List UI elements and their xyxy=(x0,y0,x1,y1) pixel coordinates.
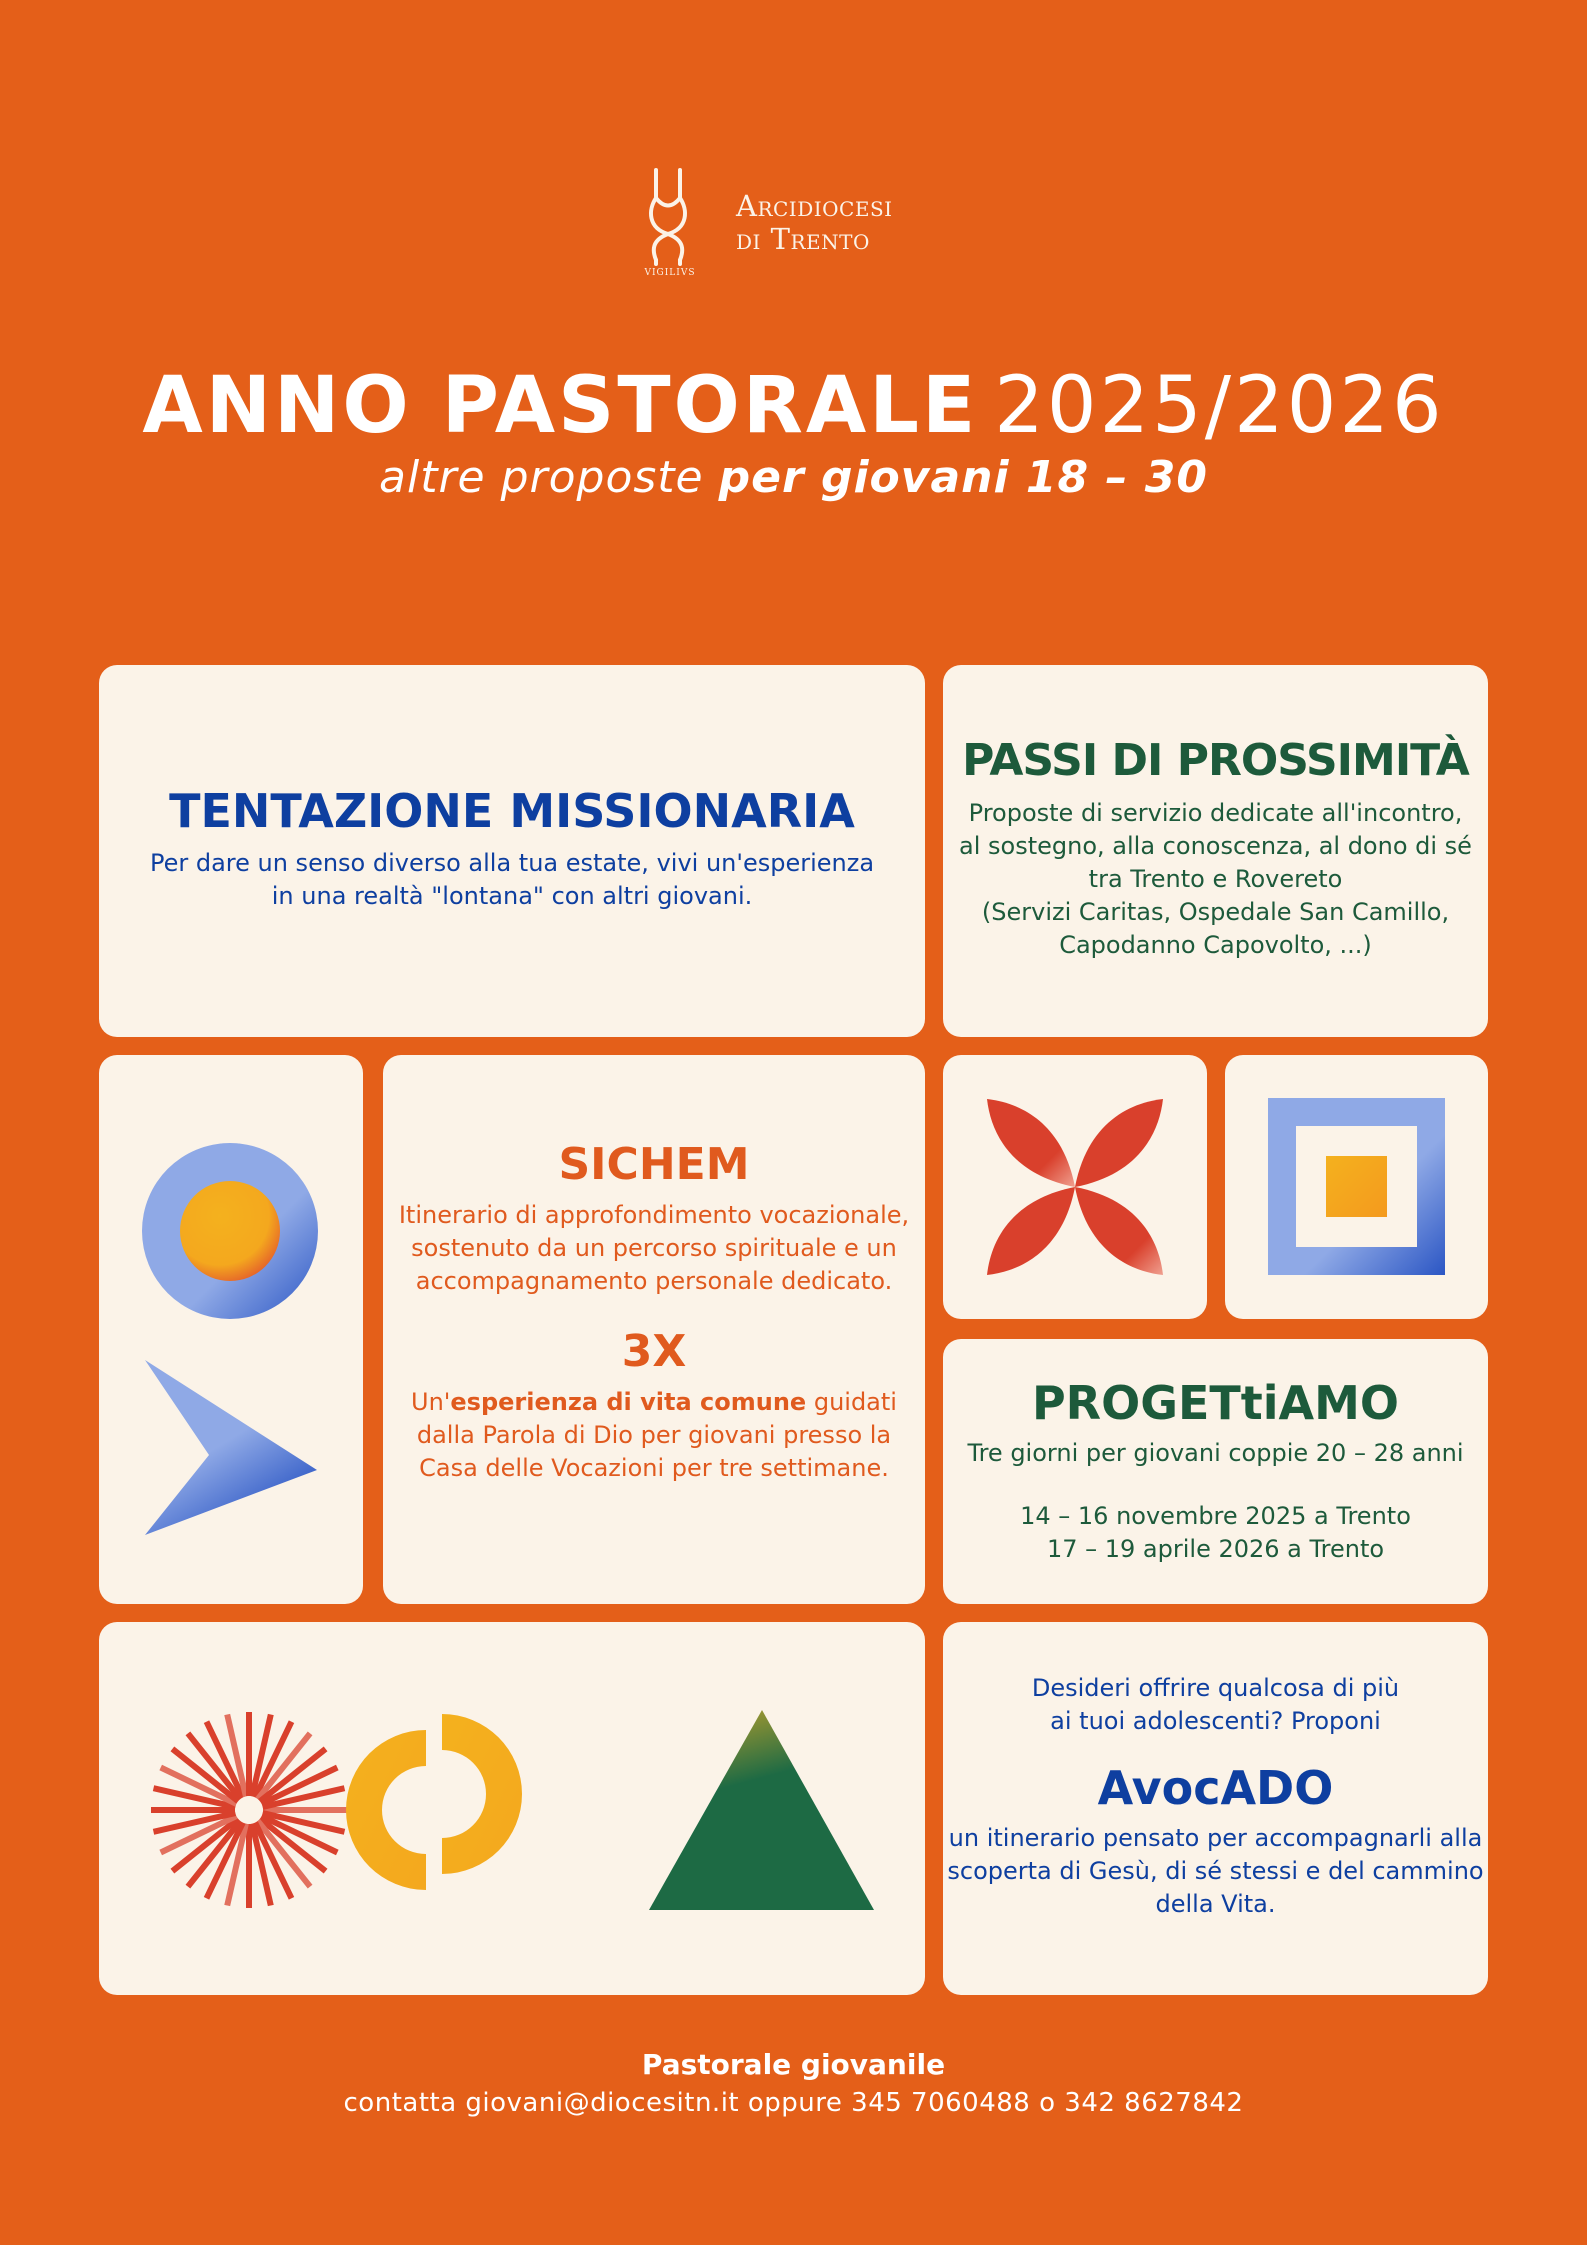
card-decorative-squares xyxy=(1225,1055,1488,1319)
diocese-name xyxy=(736,190,893,256)
card-decorative-shapes-left xyxy=(99,1055,363,1604)
3x-text-pre: Un' xyxy=(411,1388,451,1416)
sichem-line: sostenuto da un percorso spirituale e un xyxy=(411,1234,897,1262)
title-year: 2025/2026 xyxy=(994,361,1445,451)
subtitle-regular: altre proposte xyxy=(379,452,704,503)
logo-line1: Arcidiocesi xyxy=(736,189,893,223)
logo-line2: di Trento xyxy=(736,222,870,256)
card-decorative-shapes-bottom xyxy=(99,1622,925,1995)
decorative-shapes xyxy=(99,1055,363,1604)
decorative-shapes xyxy=(99,1622,925,1995)
progettiamo-date2: 17 – 19 aprile 2026 a Trento xyxy=(1046,1535,1385,1563)
split-circle-icon xyxy=(346,1714,522,1890)
passi-line: Capodanno Capovolto, ...) xyxy=(1059,931,1372,959)
3x-text-post: guidati xyxy=(806,1388,897,1416)
tentazione-text-line2: in una realtà "lontana" con altri giovani. xyxy=(271,882,753,910)
card-tentazione-missionaria xyxy=(99,665,925,1037)
card-decorative-flower xyxy=(943,1055,1207,1319)
progettiamo-title: PROGETtiAMO xyxy=(1031,1376,1400,1430)
avocado-title: AvocADO xyxy=(1097,1761,1334,1815)
3x-text-bold: esperienza di vita comune xyxy=(450,1388,807,1416)
avocado-intro1: Desideri offrire qualcosa di più xyxy=(1031,1674,1400,1702)
avocado-intro2: ai tuoi adolescenti? Proponi xyxy=(1050,1707,1381,1735)
3x-line: dalla Parola di Dio per giovani presso la xyxy=(416,1421,892,1449)
passi-title: PASSI DI PROSSIMITÀ xyxy=(962,735,1469,786)
triangle-icon xyxy=(649,1710,874,1910)
flower-petals-icon xyxy=(943,1055,1207,1319)
page-subtitle xyxy=(0,450,1587,506)
avocado-line: della Vita. xyxy=(1155,1890,1276,1918)
card-avocado xyxy=(943,1622,1488,1995)
concentric-squares-icon xyxy=(1225,1055,1488,1319)
sichem-line: Itinerario di approfondimento vocazionale, xyxy=(398,1201,910,1229)
card-passi-di-prossimita xyxy=(943,665,1488,1037)
avocado-line: un itinerario pensato per accompagnarli alla xyxy=(948,1824,1483,1852)
logo-motto: VIGILIVS xyxy=(644,268,696,278)
sichem-line: accompagnamento personale dedicato. xyxy=(415,1267,893,1295)
passi-line: Proposte di servizio dedicate all'incontro, xyxy=(968,799,1463,827)
flag-triangle-icon xyxy=(145,1360,317,1535)
passi-line: tra Trento e Rovereto xyxy=(1088,865,1343,893)
footer-title: Pastorale giovanile xyxy=(641,2048,946,2081)
subtitle-bold: per giovani 18 – 30 xyxy=(718,452,1208,503)
passi-line: (Servizi Caritas, Ospedale San Camillo, xyxy=(981,898,1450,926)
card-progettiamo xyxy=(943,1339,1488,1604)
3x-line-first xyxy=(383,1386,925,1419)
avocado-line: scoperta di Gesù, di sé stessi e del cammino xyxy=(947,1857,1484,1885)
footer-contact[interactable]: contatta giovani@diocesitn.it oppure 345 7060488 o 342 8627842 xyxy=(343,2088,1244,2118)
card-sichem xyxy=(383,1055,925,1604)
page-title xyxy=(0,360,1587,452)
ring-sun-icon xyxy=(142,1143,318,1319)
3x-line: Casa delle Vocazioni per tre settimane. xyxy=(419,1454,889,1482)
progettiamo-text: Tre giorni per giovani coppie 20 – 28 anni xyxy=(967,1439,1464,1467)
diocese-logo-icon xyxy=(640,168,704,280)
sichem-title: SICHEM xyxy=(558,1139,750,1190)
progettiamo-date1: 14 – 16 novembre 2025 a Trento xyxy=(1020,1502,1411,1530)
sun-rays-icon xyxy=(151,1712,347,1908)
passi-line: al sostegno, alla conoscenza, al dono di sé xyxy=(959,832,1472,860)
3x-title: 3X xyxy=(621,1326,687,1377)
tentazione-title: TENTAZIONE MISSIONARIA xyxy=(169,784,855,838)
tentazione-text-line1: Per dare un senso diverso alla tua estate, vivi un'esperienza xyxy=(149,849,875,877)
title-main: ANNO PASTORALE xyxy=(142,361,979,451)
